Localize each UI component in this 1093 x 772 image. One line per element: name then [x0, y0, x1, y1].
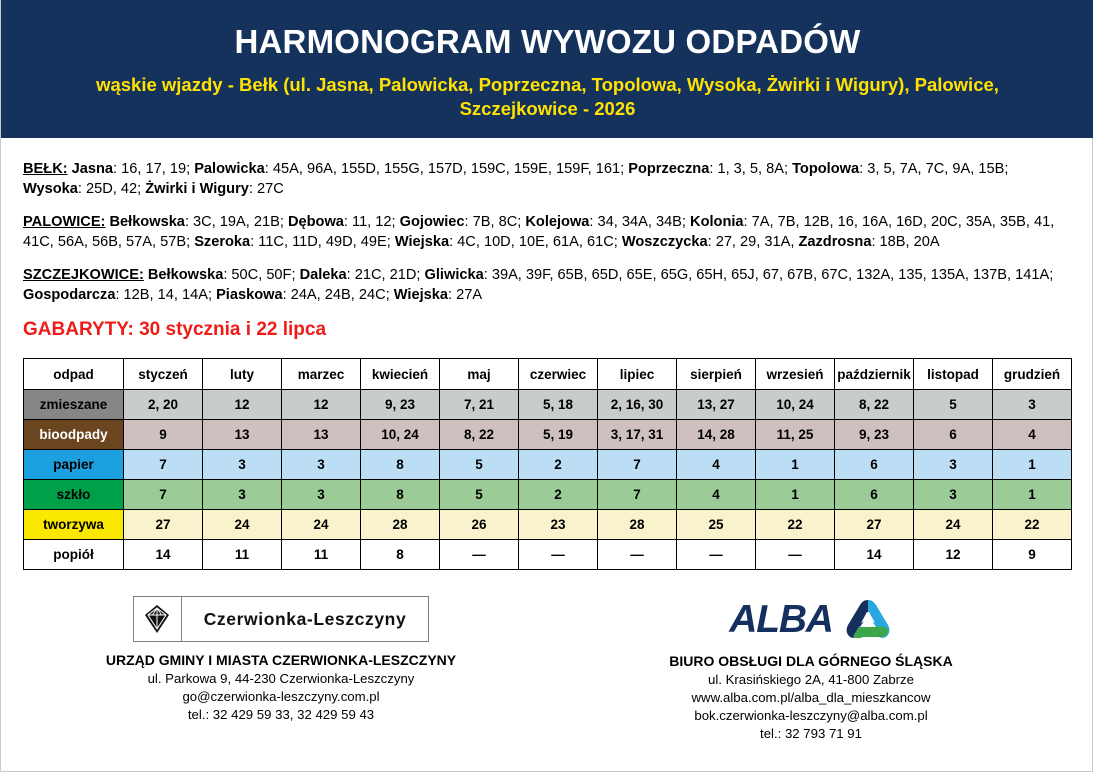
diamond-gem-icon: [134, 597, 182, 641]
cell-papier-wrzesien: 1: [756, 450, 835, 480]
czerwionka-logo-text: Czerwionka-Leszczyny: [203, 608, 407, 629]
cell-szklo-kwiecien: 8: [361, 480, 440, 510]
cell-szklo-pazdziernik: 6: [835, 480, 914, 510]
cell-papier-kwiecien: 8: [361, 450, 440, 480]
column-header-luty: luty: [203, 359, 282, 390]
municipality-phone: tel.: 32 429 59 33, 32 429 59 43: [187, 707, 375, 722]
cell-zmieszane-luty: 12: [203, 390, 282, 420]
cell-zmieszane-lipiec: 2, 16, 30: [598, 390, 677, 420]
row-label-szklo: szkło: [24, 480, 124, 510]
address-town-name: SZCZEJKOWICE:: [23, 267, 144, 283]
column-header-lipiec: lipiec: [598, 359, 677, 390]
column-header-wrzesien: wrzesień: [756, 359, 835, 390]
cell-tworzywa-wrzesien: 22: [756, 510, 835, 540]
alba-recycle-triangle-icon: [843, 597, 893, 641]
address-street-list: Bełkowska: 3C, 19A, 21B; Dębowa: 11, 12; Gojowiec: 7B, 8C; Kolejowa: 34, 34A, 34B; Kolonia: 7A, 7B, 12B, 16, 16A, 16D, 20C, 35A, 35B, 41, 41C, 56A, 56B, 57A, 57B; Szeroka: 11C, 11D, 49D, 49E; Wiejska: 4C, 10D, 10E, 61A, 61C; Woszczycka: 27, 29, 31A, Zazdrosna: 18B, 20A: [23, 214, 1055, 250]
page-title: HARMONOGRAM WYWOZU ODPADÓW: [234, 23, 861, 60]
cell-zmieszane-wrzesien: 10, 24: [756, 390, 835, 420]
cell-tworzywa-styczen: 27: [124, 510, 203, 540]
cell-bioodpady-listopad: 6: [914, 420, 993, 450]
cell-szklo-luty: 3: [203, 480, 282, 510]
column-header-grudzien: grudzień: [993, 359, 1072, 390]
table-header-row: [24, 359, 1072, 390]
column-header-marzec: marzec: [282, 359, 361, 390]
cell-szklo-maj: 5: [440, 480, 519, 510]
cell-zmieszane-pazdziernik: 8, 22: [835, 390, 914, 420]
cell-bioodpady-lipiec: 3, 17, 31: [598, 420, 677, 450]
cell-szklo-grudzien: 1: [993, 480, 1072, 510]
cell-bioodpady-maj: 8, 22: [440, 420, 519, 450]
cell-papier-grudzien: 1: [993, 450, 1072, 480]
address-street-list: Jasna: 16, 17, 19; Palowicka: 45A, 96A, 155D, 155G, 157D, 159C, 159E, 159F, 161; Poprzeczna: 1, 3, 5, 8A; Topolowa: 3, 5, 7A, 7C, 9A, 15B; Wysoka: 25D, 42; Żwirki i Wigury: 27C: [23, 161, 1009, 197]
cell-bioodpady-sierpien: 14, 28: [677, 420, 756, 450]
cell-bioodpady-pazdziernik: 9, 23: [835, 420, 914, 450]
cell-popiol-sierpien: —: [677, 540, 756, 570]
cell-tworzywa-luty: 24: [203, 510, 282, 540]
column-header-sierpien: sierpień: [677, 359, 756, 390]
cell-papier-czerwiec: 2: [519, 450, 598, 480]
cell-bioodpady-marzec: 13: [282, 420, 361, 450]
alba-phone: tel.: 32 793 71 91: [760, 726, 862, 741]
table-row: [24, 540, 1072, 570]
cell-szklo-listopad: 3: [914, 480, 993, 510]
czerwionka-leszczyny-logo: [133, 596, 430, 642]
cell-tworzywa-listopad: 24: [914, 510, 993, 540]
cell-bioodpady-kwiecien: 10, 24: [361, 420, 440, 450]
document-header: [1, 0, 1093, 138]
row-label-papier: papier: [24, 450, 124, 480]
cell-tworzywa-pazdziernik: 27: [835, 510, 914, 540]
column-header-kwiecien: kwiecień: [361, 359, 440, 390]
cell-zmieszane-grudzien: 3: [993, 390, 1072, 420]
cell-papier-styczen: 7: [124, 450, 203, 480]
cell-tworzywa-marzec: 24: [282, 510, 361, 540]
cell-zmieszane-sierpien: 13, 27: [677, 390, 756, 420]
alba-address: ul. Krasińskiego 2A, 41-800 Zabrze: [708, 672, 914, 687]
cell-tworzywa-czerwiec: 23: [519, 510, 598, 540]
cell-papier-sierpien: 4: [677, 450, 756, 480]
address-section: [1, 138, 1092, 341]
cell-zmieszane-kwiecien: 9, 23: [361, 390, 440, 420]
cell-zmieszane-czerwiec: 5, 18: [519, 390, 598, 420]
footer-alba: [561, 596, 1061, 743]
footer-municipality: [1, 596, 561, 743]
document-footer: [1, 570, 1092, 743]
cell-papier-lipiec: 7: [598, 450, 677, 480]
address-block-belk: [23, 160, 1070, 199]
cell-popiol-maj: —: [440, 540, 519, 570]
alba-logo-text: ALBA: [729, 597, 833, 641]
cell-zmieszane-styczen: 2, 20: [124, 390, 203, 420]
cell-popiol-czerwiec: —: [519, 540, 598, 570]
cell-tworzywa-maj: 26: [440, 510, 519, 540]
table-row: [24, 390, 1072, 420]
cell-szklo-marzec: 3: [282, 480, 361, 510]
cell-papier-marzec: 3: [282, 450, 361, 480]
cell-tworzywa-kwiecien: 28: [361, 510, 440, 540]
cell-bioodpady-luty: 13: [203, 420, 282, 450]
cell-popiol-wrzesien: —: [756, 540, 835, 570]
cell-popiol-luty: 11: [203, 540, 282, 570]
cell-papier-maj: 5: [440, 450, 519, 480]
cell-bioodpady-czerwiec: 5, 19: [519, 420, 598, 450]
cell-tworzywa-lipiec: 28: [598, 510, 677, 540]
cell-popiol-lipiec: —: [598, 540, 677, 570]
cell-zmieszane-listopad: 5: [914, 390, 993, 420]
cell-bioodpady-styczen: 9: [124, 420, 203, 450]
cell-papier-luty: 3: [203, 450, 282, 480]
column-header-waste-type: odpad: [24, 359, 124, 390]
cell-papier-pazdziernik: 6: [835, 450, 914, 480]
address-block-palowice: [23, 213, 1070, 252]
cell-szklo-styczen: 7: [124, 480, 203, 510]
cell-popiol-kwiecien: 8: [361, 540, 440, 570]
cell-popiol-styczen: 14: [124, 540, 203, 570]
page-subtitle: wąskie wjazdy - Bełk (ul. Jasna, Palowicka, Poprzeczna, Topolowa, Wysoka, Żwirki i Wigury), Palowice, Szczejkowice - 2026: [96, 74, 999, 119]
column-header-czerwiec: czerwiec: [519, 359, 598, 390]
row-label-tworzywa: tworzywa: [24, 510, 124, 540]
alba-office-title: BIURO OBSŁUGI DLA GÓRNEGO ŚLĄSKA: [669, 653, 953, 669]
cell-szklo-czerwiec: 2: [519, 480, 598, 510]
column-header-styczen: styczeń: [124, 359, 203, 390]
cell-popiol-grudzien: 9: [993, 540, 1072, 570]
column-header-pazdziernik: październik: [835, 359, 914, 390]
address-town-name: PALOWICE:: [23, 214, 106, 230]
table-row: [24, 510, 1072, 540]
row-label-zmieszane: zmieszane: [24, 390, 124, 420]
municipality-email: go@czerwionka-leszczyny.com.pl: [182, 689, 380, 704]
municipality-address: ul. Parkowa 9, 44-230 Czerwionka-Leszczyny: [147, 671, 415, 686]
schedule-table-container: [1, 345, 1092, 570]
cell-tworzywa-grudzien: 22: [993, 510, 1072, 540]
cell-bioodpady-grudzien: 4: [993, 420, 1072, 450]
cell-zmieszane-maj: 7, 21: [440, 390, 519, 420]
municipality-office-title: URZĄD GMINY I MIASTA CZERWIONKA-LESZCZYNY: [105, 652, 457, 668]
column-header-listopad: listopad: [914, 359, 993, 390]
cell-szklo-lipiec: 7: [598, 480, 677, 510]
cell-szklo-wrzesien: 1: [756, 480, 835, 510]
alba-email: bok.czerwionka-leszczyny@alba.com.pl: [694, 708, 928, 723]
alba-website: www.alba.com.pl/alba_dla_mieszkancow: [691, 690, 931, 705]
table-row: [24, 450, 1072, 480]
column-header-maj: maj: [440, 359, 519, 390]
cell-bioodpady-wrzesien: 11, 25: [756, 420, 835, 450]
table-row: [24, 420, 1072, 450]
address-block-szczejkowice: [23, 266, 1070, 305]
cell-tworzywa-sierpien: 25: [677, 510, 756, 540]
collection-schedule-table: [23, 358, 1072, 570]
cell-popiol-listopad: 12: [914, 540, 993, 570]
address-street-list: Bełkowska: 50C, 50F; Daleka: 21C, 21D; Gliwicka: 39A, 39F, 65B, 65D, 65E, 65G, 65H, 65J, 67, 67B, 67C, 132A, 135, 135A, 137B, 141A; Gospodarcza: 12B, 14, 14A; Piaskowa: 24A, 24B, 24C; Wiejska: 27A: [23, 267, 1054, 303]
alba-logo: [561, 596, 1061, 642]
cell-szklo-sierpien: 4: [677, 480, 756, 510]
bulky-waste-notice: GABARYTY: 30 stycznia i 22 lipca: [23, 319, 327, 340]
address-town-name: BEŁK:: [23, 161, 68, 177]
cell-zmieszane-marzec: 12: [282, 390, 361, 420]
table-row: [24, 480, 1072, 510]
cell-papier-listopad: 3: [914, 450, 993, 480]
cell-popiol-marzec: 11: [282, 540, 361, 570]
row-label-popiol: popiół: [24, 540, 124, 570]
cell-popiol-pazdziernik: 14: [835, 540, 914, 570]
row-label-bioodpady: bioodpady: [24, 420, 124, 450]
